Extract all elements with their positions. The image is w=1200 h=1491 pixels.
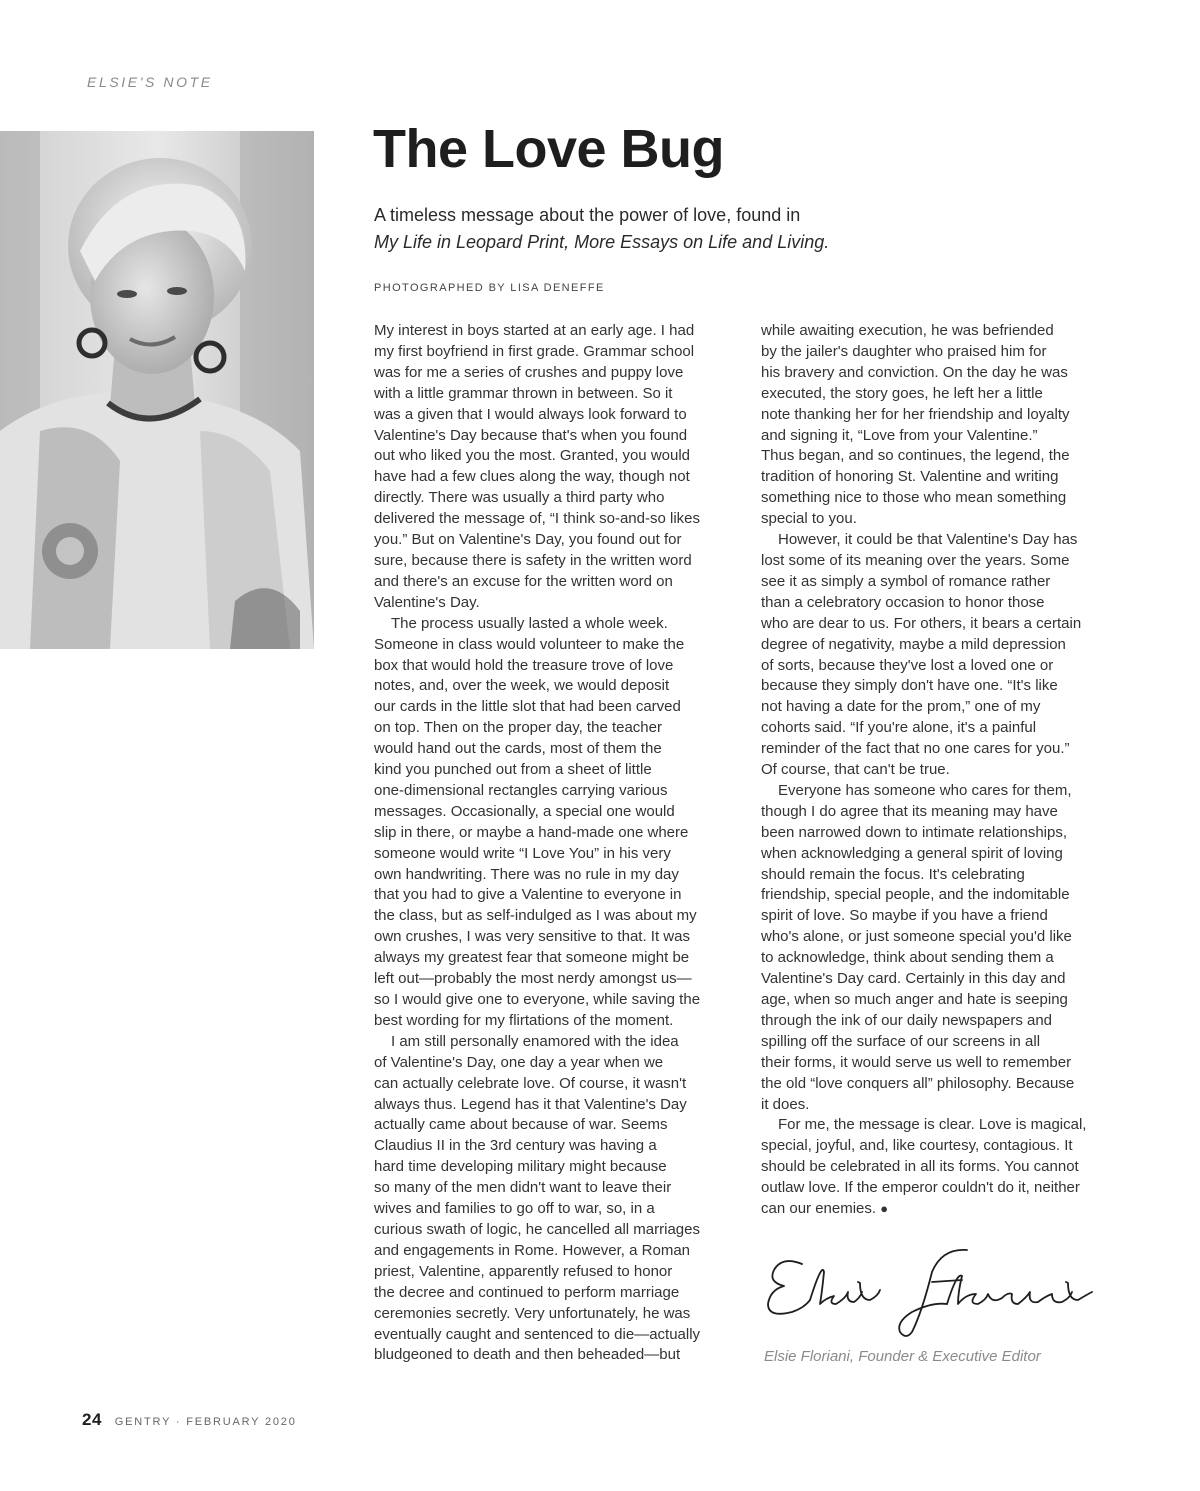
body-paragraph: My interest in boys started at an early age. I had my first boyfriend in first grade. Grammar school was for me a series of crushes and puppy love with a little grammar thrown in between. So it was a given that I would always look forward to Valentine's Day because that's when you found out who liked you the most. Granted, you would have had a few clues along the way, though not directly. There was usually a third party who delivered the message of, “I think so-and-so likes you.” But on Valentine's Day, you found out for sure, because there is safety in the written word and there's an excuse for the written word on Valentine's Day. [374, 322, 700, 611]
body-paragraph-final [761, 1115, 1121, 1220]
body-paragraph: However, it could be that Valentine's Day has lost some of its meaning over the years. Some see it as simply a symbol of romance rather than a celebratory occasion to honor those who are dear to us. For others, it bears a certain degree of negativity, maybe a mild depression of sorts, because they've lost a loved one or because they simply don't have one. “It's like not having a date for the prom,” one of my cohorts said. “If you're alone, it's a painful reminder of the fact that no one cares for you.” Of course, that can't be true. [761, 531, 1082, 779]
final-paragraph-text: For me, the message is clear. Love is magical, special, joyful, and, like courtesy, contagious. It should be celebrated in all its forms. You cannot outlaw love. If the emperor couldn't do it, neither can our enemies. [761, 1116, 1087, 1218]
body-paragraph: Everyone has someone who cares for them, though I do agree that its meaning may have been narrowed down to intimate relationships, when acknowledging a general spirit of loving should remain the focus. It's celebrating friendship, special people, and the indomitable spirit of love. So maybe if you have a friend who's alone, or just someone special you'd like to acknowledge, think about sending them a Valentine's Day card. Certainly in this day and age, when so much anger and hate is seeping through the ink of our daily newspapers and spilling off the surface of our screens in all their forms, it would serve us well to remember the old “love conquers all” philosophy. Because it does. [761, 781, 1075, 1113]
body-paragraph: while awaiting execution, he was befriended by the jailer's daughter who praised him for his bravery and conviction. On the day he was executed, the story goes, he left her a little note thanking her for her friendship and loyalty and signing it, “Love from your Valentine.” Thus began, and so continues, the legend, the tradition of honoring St. Valentine and writing something nice to those who mean something special to you. [761, 322, 1070, 528]
publication-name: GENTRY [114, 1416, 172, 1428]
author-portrait-photo [0, 131, 314, 649]
end-mark-icon: ● [880, 1201, 889, 1217]
signature-illustration [762, 1242, 1097, 1342]
dek-line-2-book-title: My Life in Leopard Print, More Essays on Life and Living. [374, 232, 830, 252]
article-dek [374, 202, 934, 256]
page-folio [82, 1410, 297, 1430]
issue-date: FEBRUARY 2020 [186, 1416, 297, 1428]
body-column-right [761, 321, 1121, 1220]
handwritten-signature [762, 1242, 1097, 1342]
body-paragraph: I am still personally enamored with the idea of Valentine's Day, one day a year when we can actually celebrate love. Of course, it wasn't always thus. Legend has it that Valentine's Day actually came about because of war. Seems Claudius II in the 3rd century was having a hard time developing military might because so many of the men didn't want to leave their wives and families to go off to war, so, in a curious swath of logic, he cancelled all marriages and engagements in Rome. However, a Roman priest, Valentine, apparently refused to honor the decree and continued to perform marriage ceremonies secretly. Very unfortunately, he was eventually caught and sentenced to die—actually bludgeoned to death and then beheaded—but [374, 1032, 701, 1364]
section-label: ELSIE'S NOTE [87, 74, 213, 90]
folio-separator: · [175, 1416, 182, 1428]
signature-caption: Elsie Floriani, Founder & Executive Editor [764, 1348, 1041, 1365]
portrait-illustration [0, 131, 314, 649]
dek-line-1: A timeless message about the power of love, found in [374, 205, 801, 225]
body-column-left [374, 321, 730, 1366]
photo-credit: PHOTOGRAPHED BY LISA DENEFFE [374, 282, 605, 294]
body-paragraph: The process usually lasted a whole week. Someone in class would volunteer to make the box that would hold the treasure trove of love notes, and, over the week, we would deposit our cards in the little slot that had been carved on top. Then on the proper day, the teacher would hand out the cards, most of them the kind you punched out from a sheet of little one-dimensional rectangles carrying various messages. Occasionally, a special one would slip in there, or maybe a hand-made one where someone would write “I Love You” in his very own handwriting. There was no rule in my day that you had to give a Valentine to everyone in the class, but as self-indulged as I was about my own crushes, I was very sensitive to that. It was always my greatest fear that someone might be left out—probably the most nerdy amongst us— so I would give one to everyone, while saving the best wording for my flirtations of the moment. [374, 614, 701, 1029]
article-title: The Love Bug [373, 119, 725, 179]
page-number: 24 [82, 1410, 102, 1429]
